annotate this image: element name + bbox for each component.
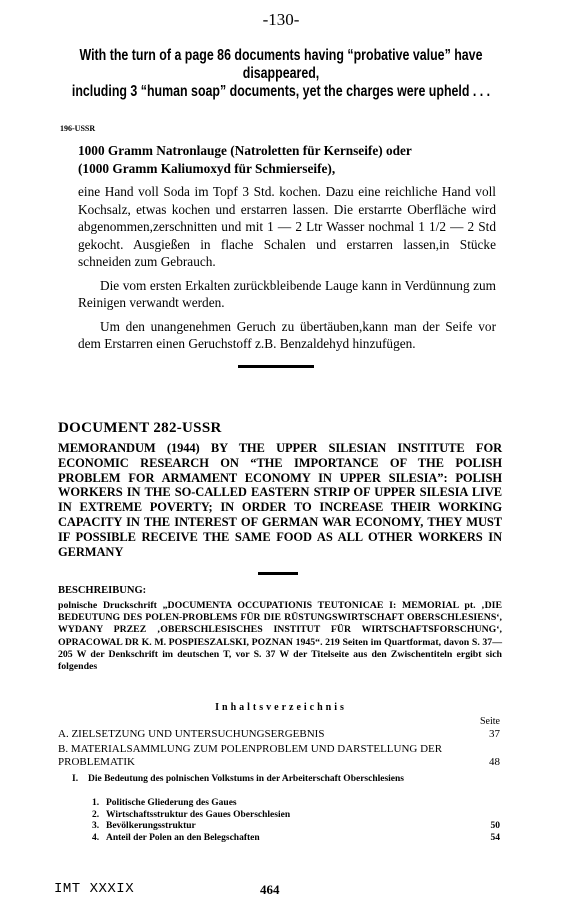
toc-subitem: 4. Anteil der Polen an den Belegschaften 54 — [92, 832, 500, 843]
toc-entry-a — [58, 728, 500, 741]
toc-subitem: 2. Wirtschaftsstruktur des Gaues Oberschlesien — [92, 809, 291, 820]
toc-entry-a-title: ZIELSETZUNG UND UNTERSUCHUNGSERGEBNIS — [71, 728, 325, 740]
toc-entry-b-title: MATERIALSAMMLUNG ZUM POLENPROBLEM UND DARSTELLUNG DER PROBLEMATIK — [58, 743, 443, 768]
toc-subitem: 3. Bevölkerungsstruktur 50 — [92, 821, 500, 831]
toc-entry-b-page: 48 — [489, 756, 500, 768]
toc-entry-i-title: Die Bedeutung des polnischen Volkstums in der Arbeiterschaft Oberschlesiens — [88, 774, 404, 784]
toc-entry-b — [58, 743, 500, 769]
headline-line-2: including 3 “human soap” documents, yet the charges were upheld . . . — [71, 83, 491, 100]
page-number: -130- — [262, 10, 300, 29]
recipe-paragraph-1: eine Hand voll Soda im Topf 3 Std. kochen. Dazu eine reichliche Hand voll Kochsalz, etwas kochen und erstarren lassen. Die erstarrte Oberfläche wird abgenommen,zerschnitten und mit 1 — 2 Ltr Wasser nochmal 1 1/2 — 2 Std gekocht. Ausgießen in flache Schalen und erstarren lassen,in Stücke schneiden zum Gebrauch. — [78, 184, 496, 269]
toc-entry-a-page: 37 — [489, 728, 500, 740]
beschreibung-label: BESCHREIBUNG: — [58, 585, 147, 596]
memorandum-divider — [258, 572, 298, 575]
recipe-lead-line-1: 1000 Gramm Natronlauge (Natroletten für Kernseife) oder — [78, 143, 412, 158]
footer-volume: IMT XXXIX — [54, 881, 135, 897]
toc-subitems — [92, 798, 500, 844]
section-divider — [238, 365, 314, 368]
headline-line-1: With the turn of a page 86 documents having “probative value” have disappeared, — [79, 47, 483, 82]
toc-entry-a-label: A. — [58, 728, 69, 740]
document-title: DOCUMENT 282-USSR — [58, 420, 222, 436]
headline — [67, 47, 494, 101]
recipe-lead-line-2: (1000 Gramm Kaliumoxyd für Schmierseife), — [78, 160, 336, 176]
toc-heading: Inhaltsverzeichnis — [215, 702, 347, 713]
toc-entry-i — [72, 774, 500, 786]
toc-entry-i-label: I. — [72, 774, 79, 784]
toc-subitem: 1. Politische Gliederung des Gaues — [92, 798, 237, 808]
toc-page-column-label: Seite — [480, 716, 500, 727]
toc-subitem-page: 54 — [490, 832, 500, 843]
beschreibung-text: polnische Druckschrift „DOCUMENTA OCCUPATIONIS TEUTONICAE I: MEMORIAL pt. ‚DIE BEDEUTUNG DES POLEN-PROBLEMS FÜR DIE RÜSTUNGSWIRTSCHAFT OBERSCHLESIENS‘, WYDANY PRZEZ ‚OBERSCHLESISCHES INSTITUT FÜR WIRTSCHAFTSFORSCHUNG‘, OPRACOWAL DR K. M. POSPIESZALSKI, POZNAN 1945“. 219 Seiten im Quartformat, davon S. 37—205 W der Denkschrift im deutschen T, vor S. 37 W der Titelseite aus den Zwischentiteln ergibt sich folgendes — [58, 600, 502, 673]
memorandum-summary: MEMORANDUM (1944) BY THE UPPER SILESIAN INSTITUTE FOR ECONOMIC RESEARCH ON “THE IMPORTANCE OF THE POLISH PROBLEM FOR ARMAMENT ECONOMY IN UPPER SILESIA”: POLISH WORKERS IN THE SO-CALLED EASTERN STRIP OF UPPER SILESIA LIVE IN EXTREME POVERTY; IN ORDER TO INCREASE THEIR WORKING CAPACITY IN THE INTEREST OF GERMAN WAR ECONOMY, THEY MUST IF POSSIBLE RECEIVE THE SAME FOOD AS ALL OTHER WORKERS IN GERMANY — [58, 441, 502, 559]
document-label: 196-USSR — [60, 124, 96, 133]
toc-entry-b-label: B. — [58, 743, 69, 755]
toc-subitem-page: 50 — [490, 821, 500, 831]
recipe-paragraph-3: Um den unangenehmen Geruch zu übertäuben,kann man der Seife vor dem Erstarren einen Geruchstoff z.B. Benzaldehyd hinzufügen. — [78, 318, 496, 351]
german-recipe-text — [78, 142, 496, 353]
recipe-paragraph-2: Die vom ersten Erkalten zurückbleibende Lauge kann in Verdünnung zum Reinigen verwandt werden. — [78, 277, 496, 310]
footer-page-number: 464 — [260, 882, 280, 897]
